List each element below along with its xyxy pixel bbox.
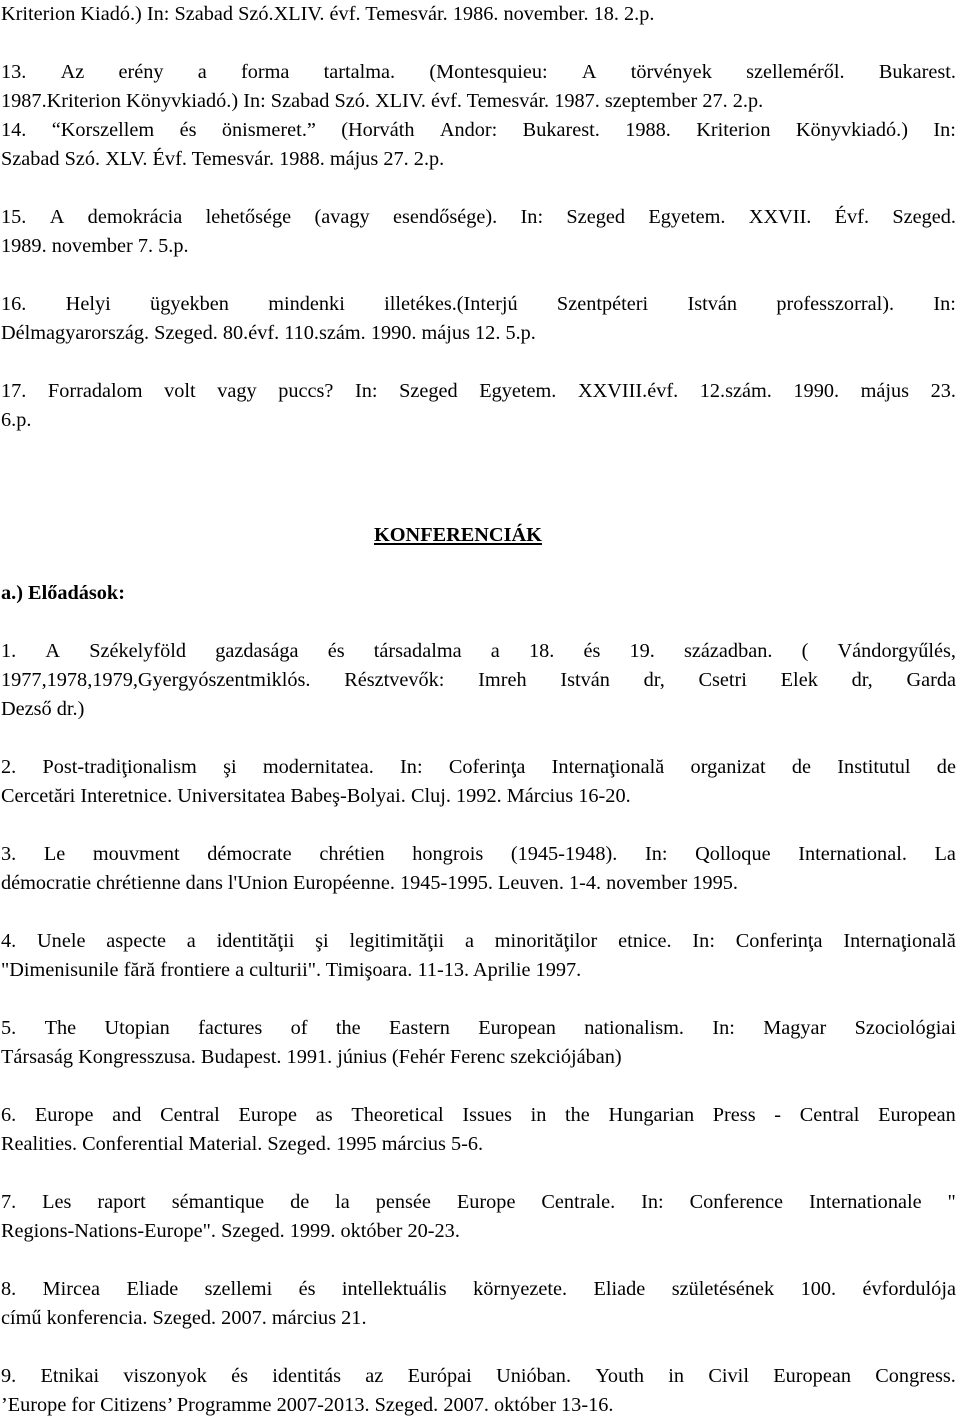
entry-line: 9. Etnikai viszonyok és identitás az Európai Unióban. Youth in Civil European Congress.: [1, 1365, 956, 1387]
entry-line: 1977,1978,1979,Gyergyószentmiklós. Résztvevők: Imreh István dr, Csetri Elek dr, Garda: [1, 669, 956, 691]
entry-line: "Dimenisunile fără frontiere a culturii". Timişoara. 11-13. Aprilie 1997.: [1, 959, 582, 981]
entry-line: 13. Az erény a forma tartalma. (Montesquieu: A törvények szelleméről. Bukarest.: [1, 61, 956, 83]
entry-line: 14. “Korszellem és önismeret.” (Horváth Andor: Bukarest. 1988. Kriterion Könyvkiadó.) In:: [1, 119, 956, 141]
entry-line: 3. Le mouvment démocrate chrétien hongrois (1945-1948). In: Qolloque International. La: [1, 843, 956, 865]
entry-line: 4. Unele aspecte a identităţii şi legitimităţii a minorităţilor etnice. In: Conferinţa Internaţională: [1, 930, 956, 952]
entry-line: 1989. november 7. 5.p.: [1, 235, 189, 257]
entry-line: című konferencia. Szeged. 2007. március 21.: [1, 1307, 367, 1329]
entry-line: 1. A Székelyföld gazdasága és társadalma a 18. és 19. században. ( Vándorgyűlés,: [1, 640, 956, 662]
entry-line: 7. Les raport sémantique de la pensée Europe Centrale. In: Conference Internationale ": [1, 1191, 956, 1213]
entry-line: 15. A demokrácia lehetősége (avagy esendősége). In: Szeged Egyetem. XXVII. Évf. Szeged.: [1, 206, 956, 228]
entry-line: 6.p.: [1, 409, 32, 431]
entry-line: Szabad Szó. XLV. Évf. Temesvár. 1988. május 27. 2.p.: [1, 148, 445, 170]
entry-line: 8. Mircea Eliade szellemi és intellektuális környezete. Eliade születésének 100. évfordulója: [1, 1278, 956, 1300]
entry-line: Kriterion Kiadó.) In: Szabad Szó.XLIV. évf. Temesvár. 1986. november. 18. 2.p.: [1, 3, 655, 25]
entry-line: 17. Forradalom volt vagy puccs? In: Szeged Egyetem. XXVIII.évf. 12.szám. 1990. május 23.: [1, 380, 956, 402]
entry-line: Társaság Kongresszusa. Budapest. 1991. június (Fehér Ferenc szekciójában): [1, 1046, 622, 1068]
subsection-heading-eloadasok: a.) Előadások:: [1, 582, 125, 604]
entry-line: 1987.Kriterion Könyvkiadó.) In: Szabad Szó. XLIV. évf. Temesvár. 1987. szeptember 27. 2.p.: [1, 90, 764, 112]
entry-line: 6. Europe and Central Europe as Theoretical Issues in the Hungarian Press - Central European: [1, 1104, 956, 1126]
entry-line: Cercetări Interetnice. Universitatea Babeş-Bolyai. Cluj. 1992. Március 16-20.: [1, 785, 631, 807]
section-heading-konferenciak: KONFERENCIÁK: [374, 524, 542, 546]
entry-line: Dezső dr.): [1, 698, 85, 720]
entry-line: ’Europe for Citizens’ Programme 2007-2013. Szeged. 2007. október 13-16.: [1, 1394, 614, 1416]
entry-line: démocratie chrétienne dans l'Union Européenne. 1945-1995. Leuven. 1-4. november 1995.: [1, 872, 738, 894]
entry-line: Realities. Conferential Material. Szeged. 1995 március 5-6.: [1, 1133, 484, 1155]
entry-line: 5. The Utopian factures of the Eastern European nationalism. In: Magyar Szociológiai: [1, 1017, 956, 1039]
entry-line: Délmagyarország. Szeged. 80.évf. 110.szám. 1990. május 12. 5.p.: [1, 322, 536, 344]
entry-line: Regions-Nations-Europe". Szeged. 1999. október 20-23.: [1, 1220, 460, 1242]
entry-line: 2. Post-tradiţionalism şi modernitatea. In: Coferinţa Internaţională organizat de Institutul de: [1, 756, 956, 778]
entry-line: 16. Helyi ügyekben mindenki illetékes.(Interjú Szentpéteri István professzorral). In:: [1, 293, 956, 315]
